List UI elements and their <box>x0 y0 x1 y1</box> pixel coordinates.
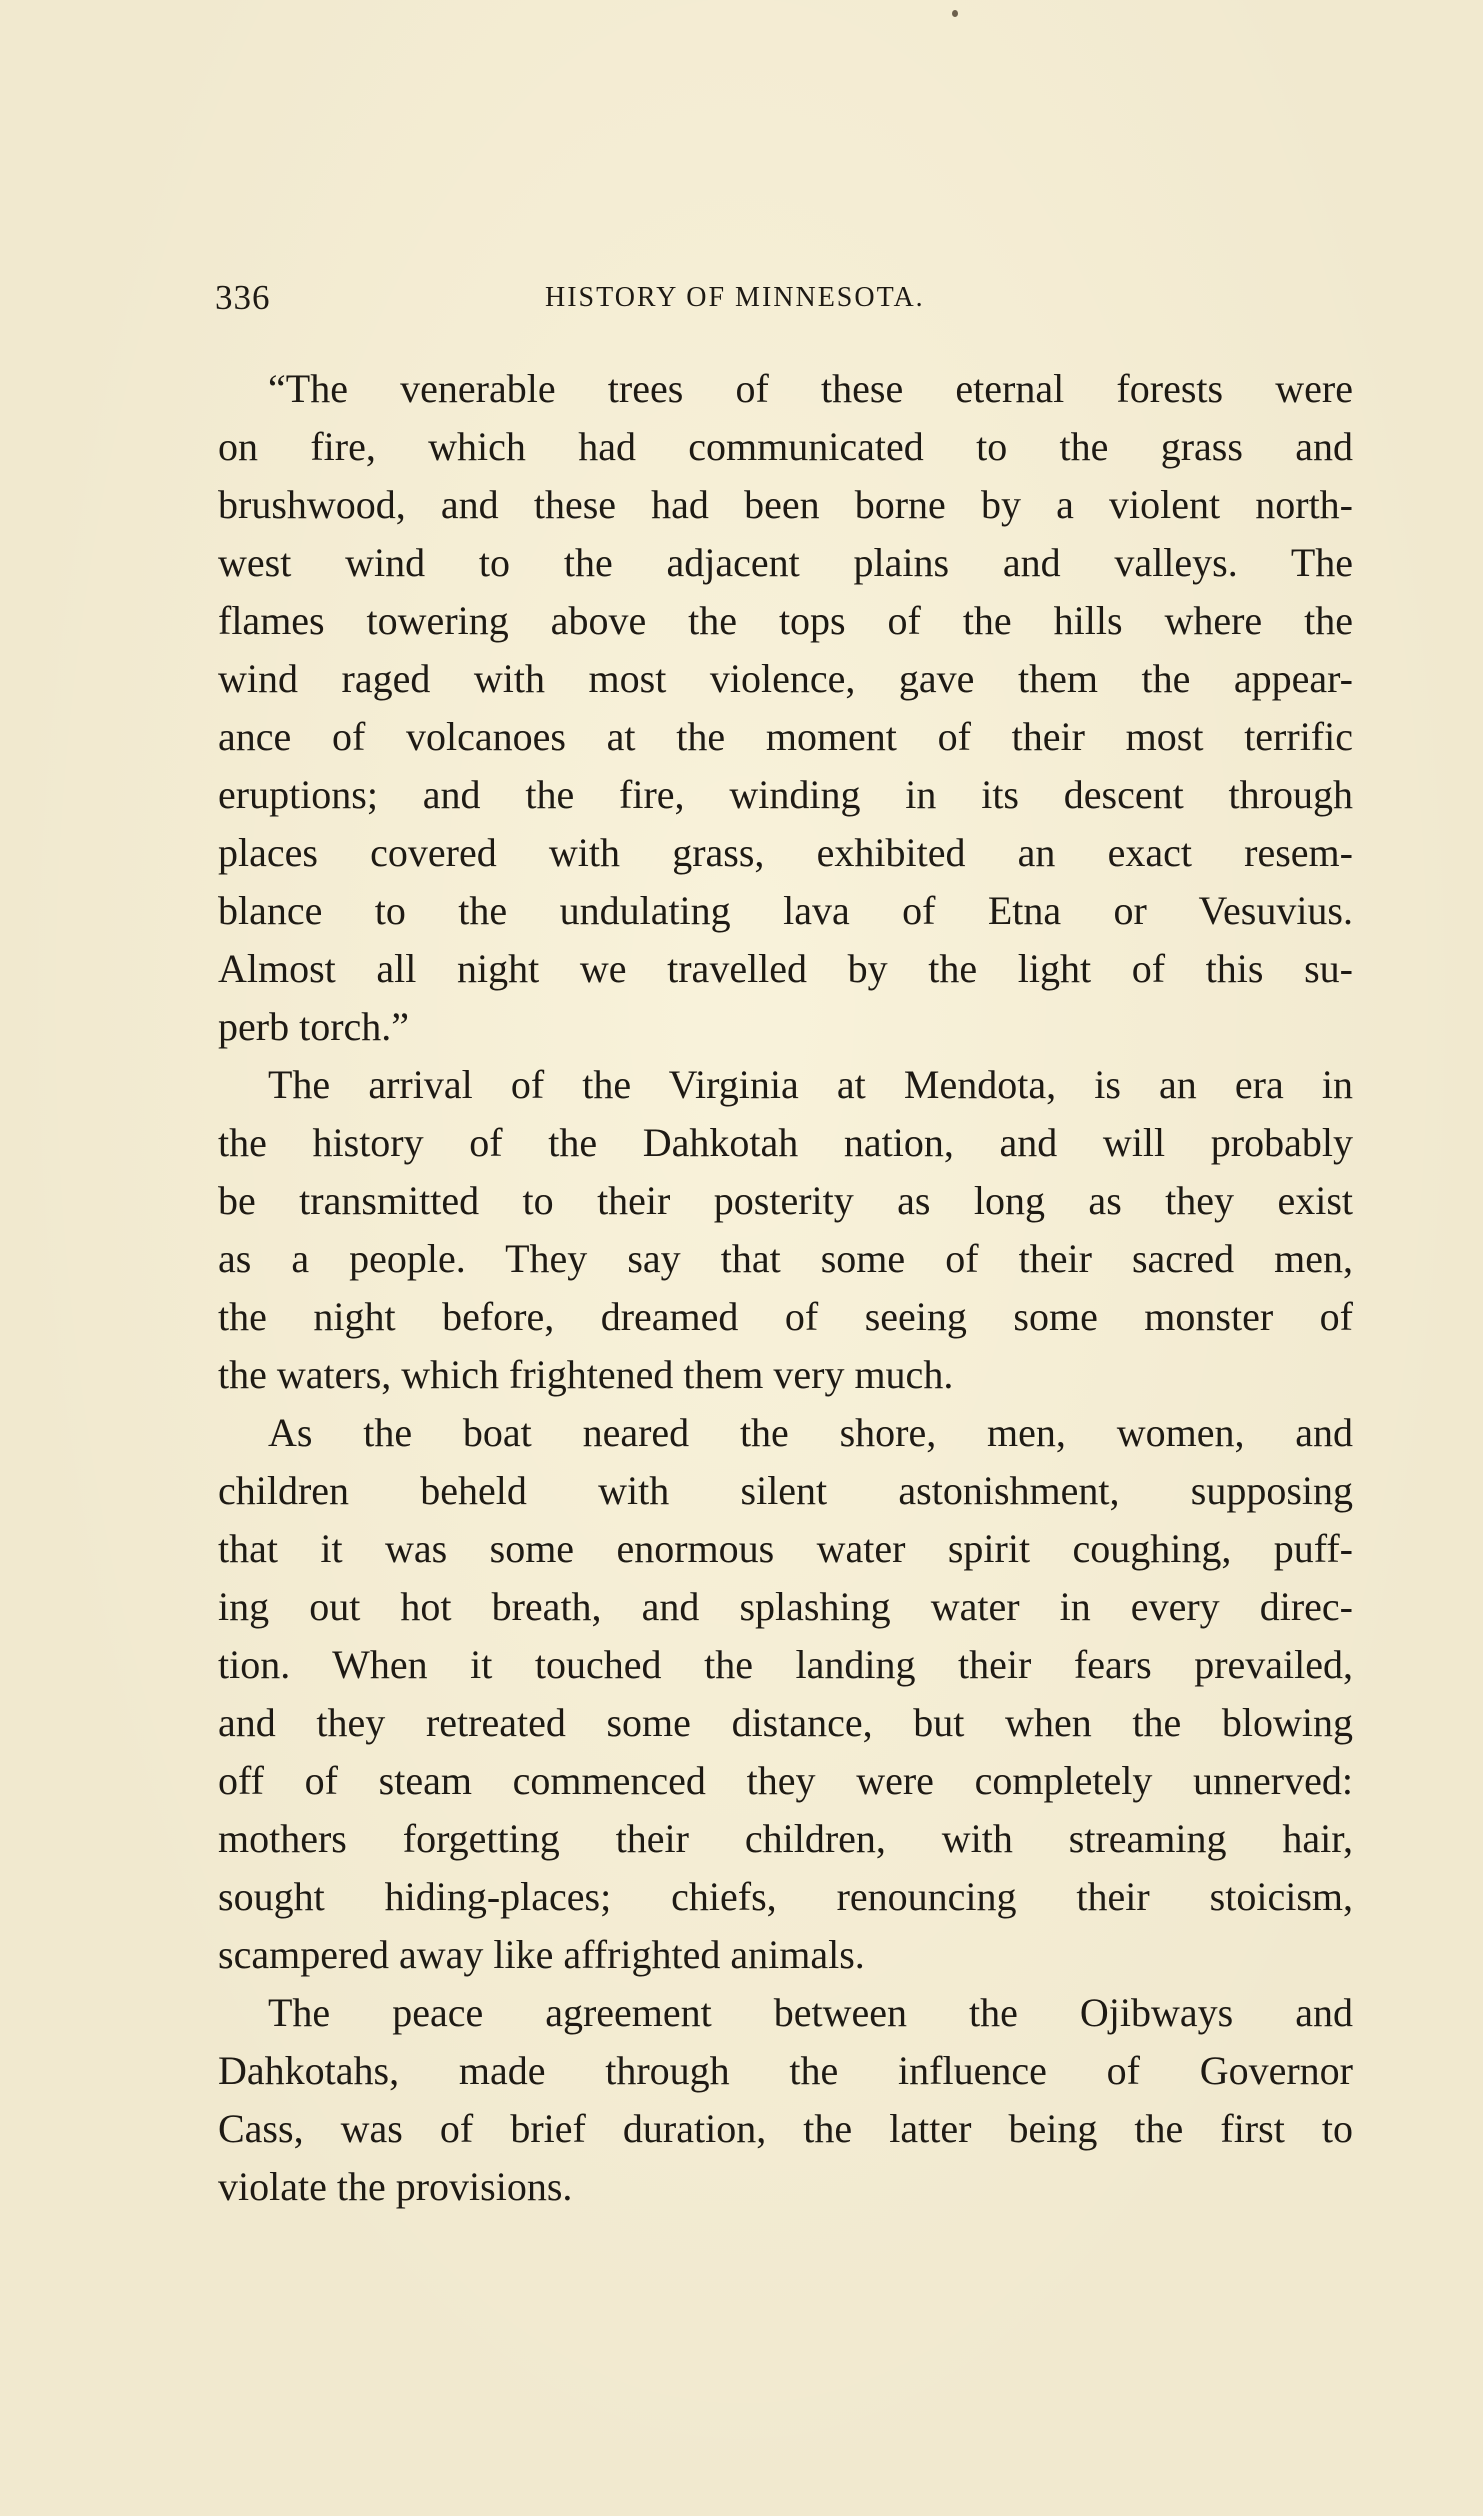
text-line: children beheld with silent astonishment, supposing <box>218 1468 1353 1513</box>
text-line: the night before, dreamed of seeing some monster of <box>218 1294 1353 1339</box>
text-line: Dahkotahs, made through the influence of Governor <box>218 2048 1353 2093</box>
text-line: off of steam commenced they were completely unnerved: <box>218 1758 1353 1803</box>
text-line: eruptions; and the fire, winding in its descent through <box>218 772 1353 817</box>
text-line: flames towering above the tops of the hills where the <box>218 598 1353 643</box>
text-line: ance of volcanoes at the moment of their most terrific <box>218 714 1353 759</box>
text-line: Almost all night we travelled by the light of this su- <box>218 946 1353 991</box>
text-line: as a people. They say that some of their sacred men, <box>218 1236 1353 1281</box>
text-line: brushwood, and these had been borne by a violent north- <box>218 482 1353 527</box>
text-line: places covered with grass, exhibited an exact resem- <box>218 830 1353 875</box>
text-line: the waters, which frightened them very much. <box>218 1352 954 1397</box>
text-line: violate the provisions. <box>218 2164 573 2209</box>
text-line: ing out hot breath, and splashing water in every direc- <box>218 1584 1353 1629</box>
text-line: “The venerable trees of these eternal forests were <box>268 366 1353 411</box>
running-title: HISTORY OF MINNESOTA. <box>545 282 925 313</box>
text-line: the history of the Dahkotah nation, and will probably <box>218 1120 1353 1165</box>
text-line: scampered away like affrighted animals. <box>218 1932 865 1977</box>
text-line: blance to the undulating lava of Etna or Vesuvius. <box>218 888 1353 933</box>
text-line: perb torch.” <box>218 1004 410 1049</box>
body-text <box>218 360 1353 2216</box>
text-line: The peace agreement between the Ojibways and <box>268 1990 1353 2035</box>
text-line: west wind to the adjacent plains and valleys. The <box>218 540 1353 585</box>
text-line: mothers forgetting their children, with streaming hair, <box>218 1816 1353 1861</box>
text-line: As the boat neared the shore, men, women, and <box>268 1410 1353 1455</box>
text-line: The arrival of the Virginia at Mendota, is an era in <box>268 1062 1353 1107</box>
text-line: Cass, was of brief duration, the latter being the first to <box>218 2106 1353 2151</box>
text-line: and they retreated some distance, but when the blowing <box>218 1700 1353 1745</box>
text-line: that it was some enormous water spirit coughing, puff- <box>218 1526 1353 1571</box>
text-line: wind raged with most violence, gave them the appear- <box>218 656 1353 701</box>
text-line: on fire, which had communicated to the grass and <box>218 424 1353 469</box>
text-line: tion. When it touched the landing their fears prevailed, <box>218 1642 1353 1687</box>
text-line: be transmitted to their posterity as long as they exist <box>218 1178 1353 1223</box>
ink-speck <box>952 10 958 17</box>
text-line: sought hiding-places; chiefs, renouncing their stoicism, <box>218 1874 1353 1919</box>
running-head <box>215 278 1345 318</box>
page-number: 336 <box>215 278 271 317</box>
